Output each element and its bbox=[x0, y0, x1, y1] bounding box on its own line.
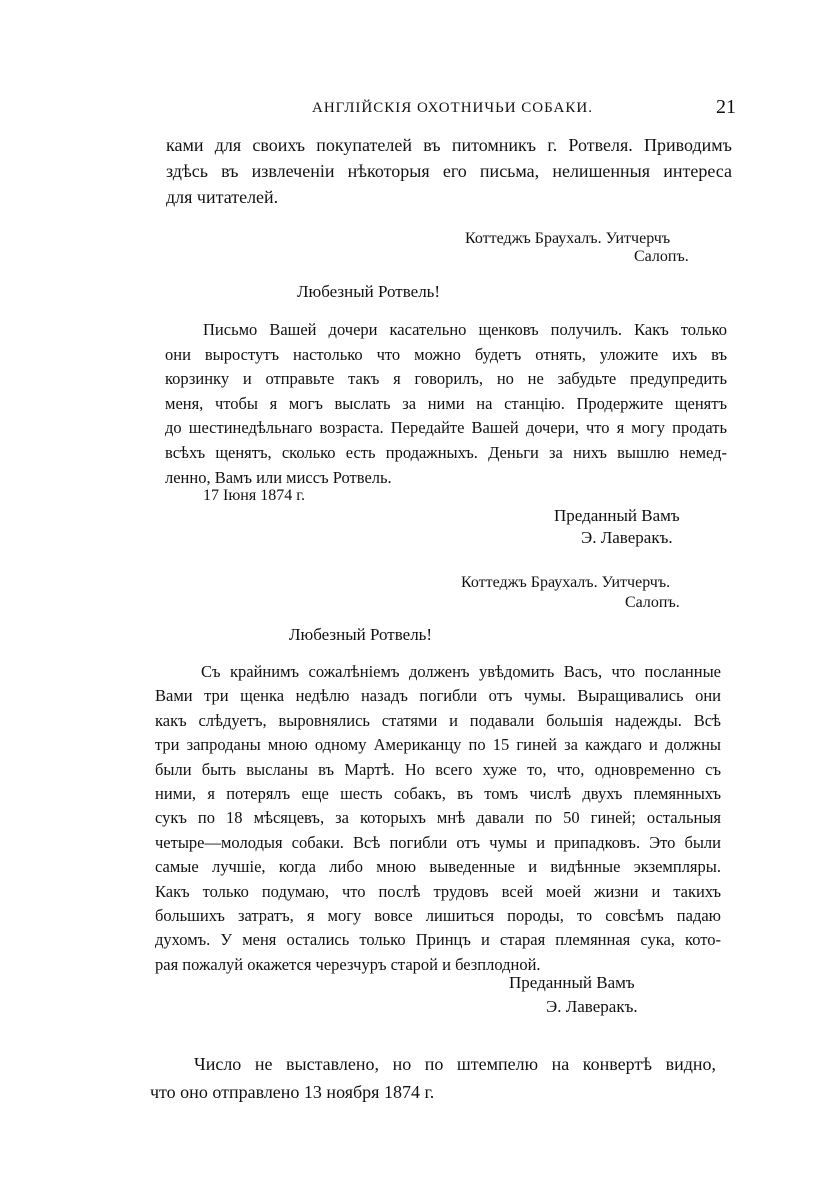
letter2-body-line: четыре—молодыя собаки. Всѣ погибли отъ чумы и припадковъ. Это были bbox=[155, 832, 721, 852]
letter2-body-line: сукъ по 18 мѣсяцевъ, за которыхъ мнѣ давали по 50 гиней; остальныя bbox=[155, 808, 721, 828]
letter1-salutation: Любезный Ротвель! bbox=[297, 282, 441, 301]
letter2-body-line: рая пожалуй окажется черезчуръ старой и безплодной. bbox=[155, 954, 541, 974]
letter2-body-line: три запроданы мною одному Американцу по 15 гиней за каждаго и должны bbox=[155, 735, 721, 755]
letter1-body-line: меня, чтобы я могъ выслать за ними на станцію. Продержите щенятъ bbox=[165, 393, 727, 413]
letter2-salutation: Любезный Ротвель! bbox=[289, 625, 433, 644]
letter2-closing: Преданный Вамъ bbox=[509, 973, 635, 992]
intro-line: для читателей. bbox=[166, 187, 279, 207]
letter1-body-line: всѣхъ щенятъ, сколько есть продажныхъ. Деньги за нихъ вышлю немед- bbox=[165, 442, 727, 462]
letter2-body-line: Съ крайнимъ сожалѣніемъ долженъ увѣдомить Васъ, что посланные bbox=[201, 662, 721, 681]
letter1-body-line: корзинку и отправьте такъ я говорилъ, но не забудьте предупредить bbox=[165, 369, 727, 389]
note-line: что оно отправлено 13 ноября 1874 г. bbox=[150, 1082, 435, 1102]
letter1-closing: Преданный Вамъ bbox=[554, 506, 680, 525]
letter1-body-line: они выростутъ настолько что можно будетъ отнять, уложите ихъ въ bbox=[165, 344, 727, 364]
letter2-signature: Э. Лаверакъ. bbox=[546, 997, 638, 1016]
intro-paragraph bbox=[166, 132, 732, 210]
letter2-body-line: самые лучшіе, когда либо мною выведенные и видѣнные экземпляры. bbox=[155, 857, 721, 877]
letter2-body-line: Какъ только подумаю, что послѣ трудовъ всей моей жизни и такихъ bbox=[155, 881, 721, 901]
letter2-body-line: духомъ. У меня остались только Принцъ и старая племянная сука, кото- bbox=[155, 930, 721, 950]
letter1-body-line: до шестинедѣльнаго возраста. Передайте Вашей дочери, что я могу продать bbox=[165, 418, 727, 438]
letter1-body bbox=[165, 318, 727, 490]
letter2-address-line2: Салопъ. bbox=[625, 594, 680, 611]
letter2-body-line: какъ слѣдуетъ, выровнялись статями и подавали большія надежды. Всѣ bbox=[155, 710, 721, 730]
letter2-body-line: были быть высланы въ Мартѣ. Но всего хуже то, что, одновременно съ bbox=[155, 759, 721, 779]
letter2-body-line: Вами три щенка недѣлю назадъ погибли отъ чумы. Выращивались они bbox=[155, 686, 721, 706]
letter2-body-line: ними, я потерялъ еще шесть собакъ, въ томъ числѣ двухъ племянныхъ bbox=[155, 784, 721, 804]
letter1-date: 17 Іюня 1874 г. bbox=[203, 487, 305, 504]
intro-line: здѣсь въ извлеченіи нѣкоторыя его письма, нелишенныя интереса bbox=[166, 161, 732, 181]
running-head: АНГЛІЙСКІЯ ОХОТНИЧЬИ СОБАКИ. bbox=[312, 100, 593, 116]
letter1-signature: Э. Лаверакъ. bbox=[581, 528, 673, 547]
page-header bbox=[0, 96, 840, 126]
letter1-body-line: ленно, Вамъ или миссъ Ротвель. bbox=[165, 467, 392, 487]
letter2-address-line1: Коттеджъ Браухалъ. Уитчерчъ. bbox=[461, 574, 671, 591]
letter1-address-line1: Коттеджъ Браухалъ. Уитчерчъ bbox=[465, 230, 671, 247]
intro-line: ками для своихъ покупателей въ питомникъ г. Ротвеля. Приводимъ bbox=[166, 135, 732, 155]
letter1-body-line: Письмо Вашей дочери касательно щенковъ получилъ. Какъ только bbox=[203, 320, 727, 339]
letter1-address-line2: Салопъ. bbox=[634, 248, 689, 265]
editor-note bbox=[150, 1050, 716, 1106]
note-line: Число не выставлено, но по штемпелю на конвертѣ видно, bbox=[194, 1054, 716, 1074]
page-number: 21 bbox=[716, 96, 736, 118]
letter2-body bbox=[155, 660, 721, 977]
letter2-body-line: большихъ затратъ, я могу вовсе лишиться породы, то совсѣмъ падаю bbox=[155, 906, 721, 926]
